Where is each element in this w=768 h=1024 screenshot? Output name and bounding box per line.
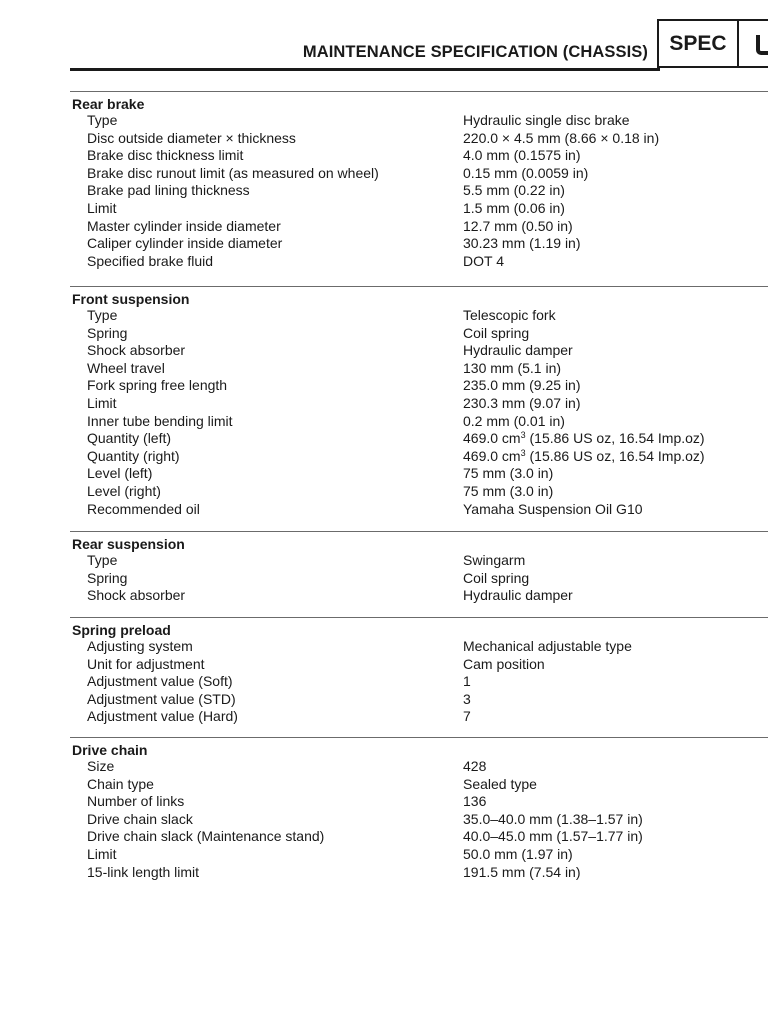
- spec-value: [463, 708, 471, 726]
- spec-row: [70, 360, 768, 378]
- spec-label: Spring: [87, 569, 128, 586]
- spec-label: Type: [87, 552, 118, 568]
- spec-value: [463, 638, 632, 656]
- spec-value-text: 220.0 × 4.5 mm (8.66 × 0.18 in): [463, 129, 660, 146]
- spec-label: Brake disc runout limit (as measured on wheel): [87, 164, 379, 181]
- spec-label: Wheel travel: [87, 359, 165, 376]
- spec-row: [70, 864, 768, 882]
- spec-value-text: 469.0 cm: [463, 430, 521, 447]
- spec-value-text: 469.0 cm: [463, 447, 521, 464]
- spec-label: Adjustment value (STD): [87, 690, 236, 707]
- spec-label: Limit: [87, 395, 117, 411]
- page-title: MAINTENANCE SPECIFICATION (CHASSIS): [302, 43, 648, 61]
- spec-value-text: 136: [463, 793, 487, 810]
- spec-value: [463, 846, 573, 864]
- spec-section: [70, 531, 768, 605]
- spec-value-text: 75 mm (3.0 in): [463, 465, 554, 482]
- spec-value-text: Coil spring: [463, 569, 530, 586]
- spec-value-text: 4.0 mm (0.1575 in): [463, 147, 581, 164]
- spec-badge: SPEC: [657, 19, 739, 68]
- spec-value: [463, 342, 573, 360]
- spec-label: Level (left): [87, 465, 153, 482]
- section-title: Spring preload: [72, 622, 171, 638]
- spec-value-text: 50.0 mm (1.97 in): [463, 846, 573, 862]
- spec-label: Drive chain slack: [87, 810, 193, 827]
- spec-label: Number of links: [87, 793, 185, 810]
- spec-value: [463, 165, 588, 183]
- spec-row: [70, 325, 768, 343]
- spec-value-text: 428: [463, 758, 487, 774]
- spec-value: [463, 360, 561, 378]
- spec-label: Unit for adjustment: [87, 655, 205, 672]
- spec-value-text: 75 mm (3.0 in): [463, 483, 554, 499]
- spec-value-text-cont: (15.86 US oz, 16.54 Imp.oz): [525, 430, 705, 447]
- spec-row: [70, 395, 768, 413]
- spec-value-text: 1.5 mm (0.06 in): [463, 200, 565, 216]
- spec-label: 15-link length limit: [87, 863, 200, 880]
- spec-label: Brake pad lining thickness: [87, 182, 250, 199]
- spec-label: Caliper cylinder inside diameter: [87, 235, 283, 252]
- spec-label: Fork spring free length: [87, 377, 228, 394]
- spec-value-text: Hydraulic single disc brake: [463, 112, 630, 128]
- spec-section: [70, 286, 768, 518]
- spec-value-text: 5.5 mm (0.22 in): [463, 182, 565, 199]
- spec-row: [70, 377, 768, 395]
- unit-exponent: 3: [520, 447, 526, 458]
- spec-label: Adjustment value (Hard): [87, 708, 238, 725]
- spec-row: [70, 483, 768, 501]
- spec-value-text: Telescopic fork: [463, 307, 556, 323]
- section-title: Rear brake: [72, 96, 145, 112]
- spec-value-text-cont: (15.86 US oz, 16.54 Imp.oz): [525, 447, 705, 464]
- spec-row: [70, 587, 768, 605]
- spec-value: [463, 673, 471, 691]
- spec-label: Type: [87, 307, 118, 323]
- spec-value: [463, 218, 573, 236]
- spec-value-text: Swingarm: [463, 552, 526, 568]
- spec-label: Adjustment value (Soft): [87, 673, 233, 690]
- spec-label: Inner tube bending limit: [87, 412, 233, 429]
- spec-row: [70, 182, 768, 200]
- spec-label: Shock absorber: [87, 587, 186, 604]
- spec-value: [463, 253, 504, 271]
- spec-row: [70, 235, 768, 253]
- spec-value-text: DOT 4: [463, 252, 504, 269]
- spec-value: [463, 130, 659, 148]
- spec-value: [463, 307, 556, 325]
- spec-row: [70, 691, 768, 709]
- spec-value: [463, 656, 545, 674]
- spec-row: [70, 448, 768, 466]
- spec-label: Limit: [87, 846, 117, 862]
- spec-value-text: 7: [463, 708, 471, 725]
- spec-label: Master cylinder inside diameter: [87, 217, 281, 234]
- spec-value: [463, 811, 643, 829]
- spec-value: [463, 325, 529, 343]
- spec-row: [70, 656, 768, 674]
- section-title: Front suspension: [72, 291, 190, 307]
- spec-value: [463, 448, 705, 466]
- spec-row: [70, 811, 768, 829]
- spec-row: [70, 552, 768, 570]
- spec-value: [463, 112, 630, 130]
- spec-row: [70, 200, 768, 218]
- spec-row: [70, 846, 768, 864]
- spec-value-text: Hydraulic damper: [463, 342, 573, 359]
- spec-row: [70, 638, 768, 656]
- spec-value: [463, 395, 581, 413]
- spec-row: [70, 776, 768, 794]
- spec-row: [70, 112, 768, 130]
- spec-label: Drive chain slack (Maintenance stand): [87, 828, 325, 845]
- spec-label: Spring: [87, 324, 128, 341]
- spec-value: [463, 691, 471, 709]
- section-symbol-icon: [756, 35, 768, 55]
- spec-value: [463, 235, 581, 253]
- spec-value-text: Sealed type: [463, 775, 537, 792]
- spec-value: [463, 483, 553, 501]
- spec-label: Level (right): [87, 483, 161, 499]
- spec-value: [463, 864, 581, 882]
- spec-label: Type: [87, 112, 118, 128]
- spec-row: [70, 570, 768, 588]
- spec-value: [463, 413, 565, 431]
- spec-row: [70, 708, 768, 726]
- spec-value: [463, 200, 565, 218]
- spec-row: [70, 147, 768, 165]
- spec-value-text: 191.5 mm (7.54 in): [463, 863, 581, 880]
- spec-value-text: 130 mm (5.1 in): [463, 359, 562, 376]
- spec-value-text: Yamaha Suspension Oil G10: [463, 500, 643, 517]
- spec-value: [463, 758, 486, 776]
- spec-label: Adjusting system: [87, 638, 193, 654]
- spec-value: [463, 430, 705, 448]
- spec-value-text: 230.3 mm (9.07 in): [463, 395, 581, 411]
- page-header: [0, 0, 768, 80]
- spec-value-text: 30.23 mm (1.19 in): [463, 235, 581, 252]
- spec-label: Shock absorber: [87, 342, 186, 359]
- spec-value: [463, 182, 565, 200]
- spec-row: [70, 342, 768, 360]
- unit-exponent: 3: [520, 430, 526, 441]
- spec-value: [463, 465, 553, 483]
- spec-row: [70, 673, 768, 691]
- spec-row: [70, 253, 768, 271]
- spec-label: Specified brake fluid: [87, 252, 214, 269]
- spec-value: [463, 776, 537, 794]
- spec-value-text: 35.0–40.0 mm (1.38–1.57 in): [463, 810, 643, 827]
- section-title: Drive chain: [72, 742, 148, 758]
- spec-row: [70, 793, 768, 811]
- spec-value: [463, 570, 529, 588]
- spec-value-text: Cam position: [463, 655, 545, 672]
- spec-value-text: Coil spring: [463, 324, 530, 341]
- spec-value: [463, 828, 643, 846]
- spec-label: Brake disc thickness limit: [87, 147, 244, 164]
- spec-value-text: 0.2 mm (0.01 in): [463, 412, 565, 429]
- section-title: Rear suspension: [72, 536, 185, 552]
- spec-value-text: 0.15 mm (0.0059 in): [463, 164, 589, 181]
- spec-row: [70, 130, 768, 148]
- spec-value: [463, 147, 581, 165]
- spec-row: [70, 218, 768, 236]
- spec-label: Limit: [87, 200, 117, 216]
- spec-label: Size: [87, 758, 115, 774]
- spec-label: Quantity (right): [87, 447, 180, 464]
- spec-value-text: 3: [463, 690, 471, 707]
- spec-section: [70, 91, 768, 270]
- spec-value: [463, 793, 486, 811]
- spec-value-text: Mechanical adjustable type: [463, 638, 632, 654]
- spec-row: [70, 501, 768, 519]
- spec-label: Chain type: [87, 775, 154, 792]
- spec-label: Disc outside diameter × thickness: [87, 129, 296, 146]
- spec-row: [70, 165, 768, 183]
- spec-row: [70, 413, 768, 431]
- spec-value: [463, 552, 525, 570]
- spec-value: [463, 377, 581, 395]
- spec-value: [463, 587, 573, 605]
- spec-row: [70, 307, 768, 325]
- spec-value-text: Hydraulic damper: [463, 587, 573, 604]
- spec-label: Quantity (left): [87, 430, 172, 447]
- spec-label: Recommended oil: [87, 500, 200, 517]
- spec-value-text: 40.0–45.0 mm (1.57–1.77 in): [463, 828, 643, 845]
- spec-row: [70, 430, 768, 448]
- spec-value: [463, 501, 643, 519]
- section-symbol-badge: [737, 19, 768, 68]
- spec-section: [70, 737, 768, 881]
- spec-value-text: 12.7 mm (0.50 in): [463, 217, 573, 234]
- header-rule: [70, 68, 660, 71]
- spec-value-text: 1: [463, 673, 471, 690]
- spec-row: [70, 465, 768, 483]
- spec-value-text: 235.0 mm (9.25 in): [463, 377, 581, 394]
- spec-row: [70, 758, 768, 776]
- spec-section: [70, 617, 768, 726]
- spec-row: [70, 828, 768, 846]
